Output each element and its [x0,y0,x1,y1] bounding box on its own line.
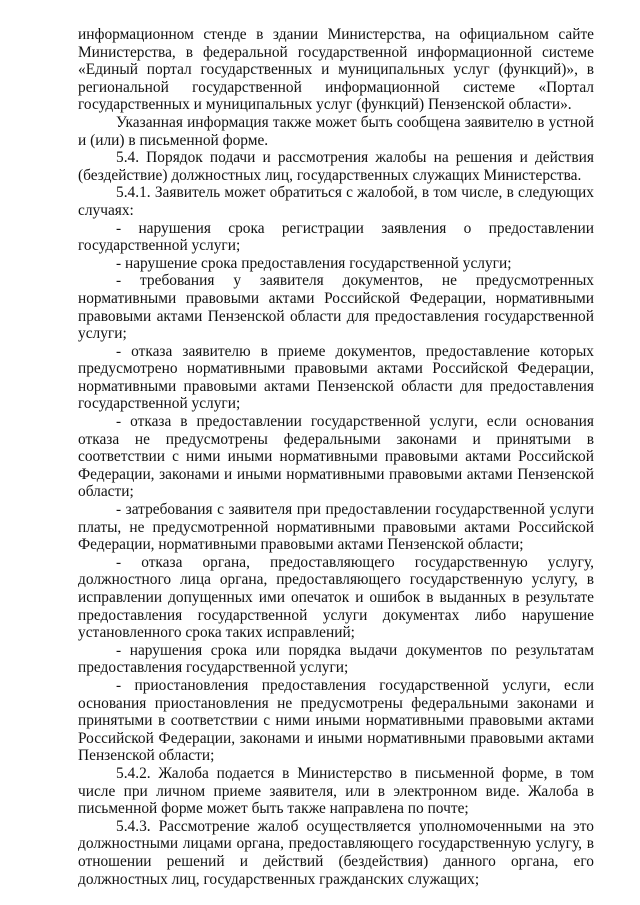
list-item-registration-violation: - нарушения срока регистрации заявления о предоставлении государственной услуги; [78,219,594,255]
list-item-suspension: - приостановления предоставления государственной услуги, если основания приостановления не предусмотрены федеральными законами и принятыми в соответствии с ними иными нормативными правовыми актами Российской Федерации, законами и иными нормативными правовыми актами Пензенской области; [78,676,594,765]
paragraph-info-stand: информационном стенде в здании Министерства, на официальном сайте Министерства, в федеральной государственной информационной системе «Единый портал государственных и муниципальных услуг (функций)», в региональной государственной информационной системе «Портал государственных и муниципальных услуг (функций) Пензенской области». [78,26,594,114]
list-item-issuance-violation: - нарушения срока или порядка выдачи документов по результатам предоставления государственной услуги; [78,641,594,677]
paragraph-section-5-4: 5.4. Порядок подачи и рассмотрения жалобы на решения и действия (бездействие) должностных лиц, государственных служащих Министерства. [78,149,594,184]
list-item-refusal-acceptance: - отказа заявителю в приеме документов, предоставление которых предусмотрено нормативными правовыми актами Российской Федерации, нормативными правовыми актами Пензенской области для предоставления государственной услуги; [78,342,594,413]
list-item-refusal-service: - отказа в предоставлении государственной услуги, если основания отказа не предусмотрены федеральными законами и принятыми в соответствии с ними иными нормативными правовыми актами Российской Федерации, законами и иными нормативными правовыми актами Пензенской области; [78,413,594,501]
list-item-service-term-violation: - нарушение срока предоставления государственной услуги; [116,254,512,272]
paragraph-section-5-4-2: 5.4.2. Жалоба подается в Министерство в письменной форме, в том числе при личном приеме заявителя, или в электронном виде. Жалоба в письменной форме может быть также направлена по почте; [78,764,594,818]
paragraph-section-5-4-1: 5.4.1. Заявитель может обратиться с жалобой, в том числе, в следующих случаях: [78,184,594,219]
paragraph-oral-written: Указанная информация также может быть сообщена заявителю в устной и (или) в письменной форме. [78,113,594,149]
list-item-correction-refusal: - отказа органа, предоставляющего государственную услугу, должностного лица органа, предоставляющего государственную услугу, в исправлении допущенных ими опечаток и ошибок в выданных в результате предоставления государственной услуги документах либо нарушение установленного срока таких исправлений; [78,553,594,642]
list-item-documents-requirement: - требования у заявителя документов, не предусмотренных нормативными правовыми актами Российской Федерации, нормативными правовыми актами Пензенской области для предоставления государственной услуги; [78,272,594,343]
paragraph-section-5-4-3: 5.4.3. Рассмотрение жалоб осуществляется уполномоченными на это должностными лицами органа, предоставляющего государственную услугу, в отношении решений и действий (бездействия) данного органа, его должностных лиц, государственных гражданских служащих; [78,817,594,888]
list-item-fee-demand: - затребования с заявителя при предоставлении государственной услуги платы, не предусмотренной нормативными правовыми актами Российской Федерации, нормативными правовыми актами Пензенской области; [78,501,594,554]
